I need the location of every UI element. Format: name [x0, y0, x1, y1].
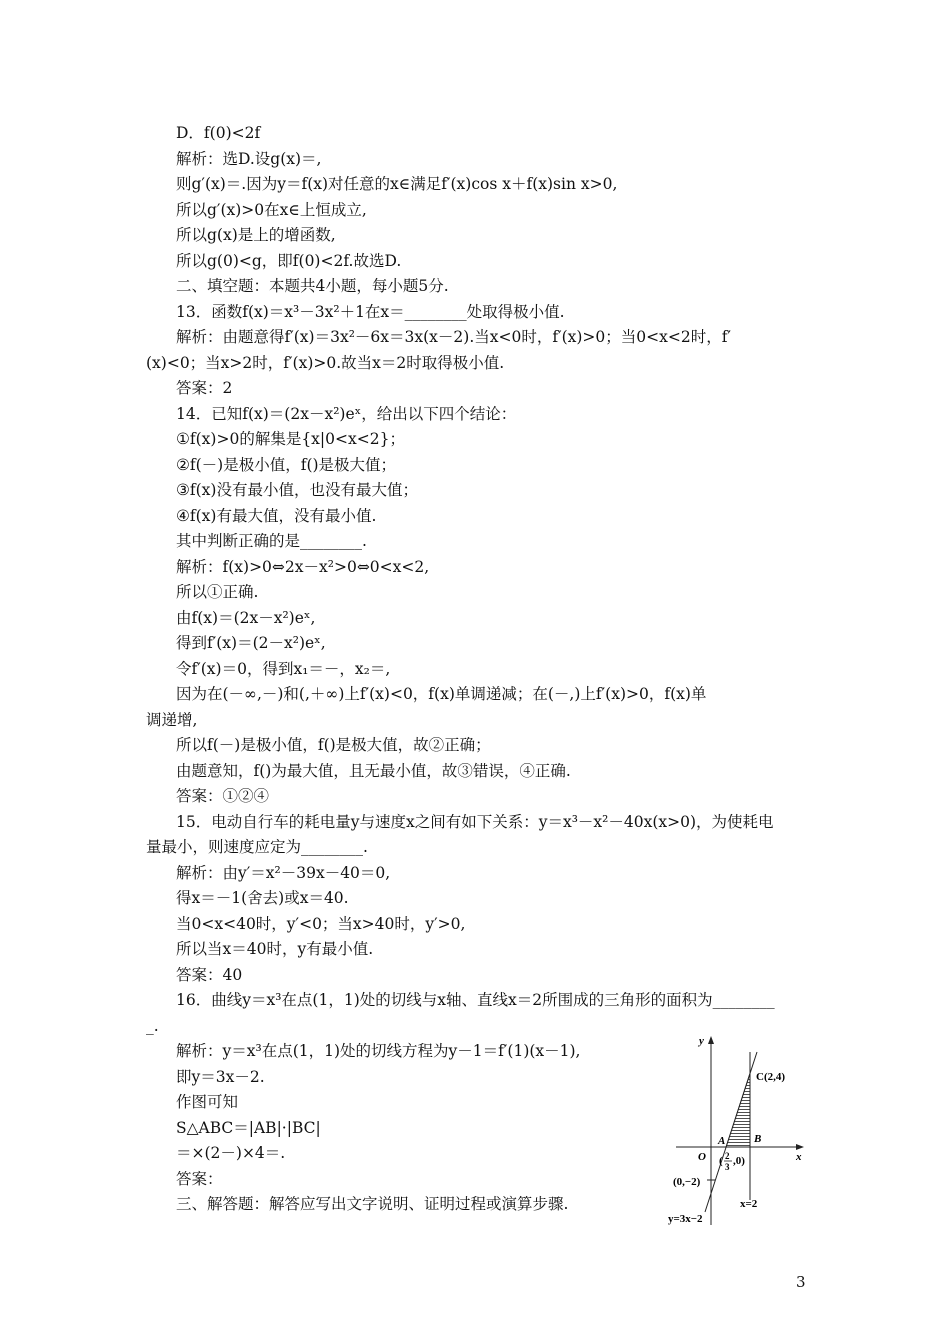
a-coord-close: ,0)	[733, 1155, 745, 1167]
a-coord-open: (	[719, 1155, 723, 1167]
answer-line: 答案：40	[176, 966, 243, 984]
text-line: 调递增,	[146, 711, 198, 729]
text-line: 所以g′(x)>0在x∈上恒成立,	[176, 201, 367, 219]
y-axis-label: y	[699, 1035, 704, 1047]
question-14: 14．已知f(x)＝(2x－x²)eˣ，给出以下四个结论：	[176, 405, 517, 423]
text-line: 解析：y＝x³在点(1，1)处的切线方程为y－1＝f′(1)(x－1),	[176, 1042, 581, 1060]
text-line: 由题意知，f()为最大值，且无最小值，故③错误，④正确.	[176, 762, 571, 780]
answer-line: 答案：	[176, 1170, 223, 1188]
a-coord-den: 3	[725, 1162, 730, 1172]
text-line: 解析：由y′＝x²－39x－40＝0,	[176, 864, 391, 882]
text-line: 量最小，则速度应定为________.	[146, 838, 368, 856]
text-line: (x)<0；当x>2时，f′(x)>0.故当x＝2时取得极小值.	[146, 354, 505, 372]
text-line: 解析：f(x)>0⇔2x－x²>0⇔0<x<2,	[176, 558, 430, 576]
y-axis-arrow-icon	[708, 1036, 714, 1044]
line-x2-label: x=2	[740, 1198, 758, 1210]
option-line: ①f(x)>0的解集是{x|0<x<2}；	[176, 430, 405, 448]
question-16: 16．曲线y＝x³在点(1，1)处的切线与x轴、直线x＝2所围成的三角形的面积为________	[176, 991, 775, 1009]
text-line: 所以g(0)<g，即f(0)<2f.故选D.	[176, 252, 402, 270]
text-line: 所以①正确.	[176, 583, 259, 601]
text-line: 得x＝－1(舍去)或x＝40.	[176, 889, 349, 907]
option-line: ④f(x)有最大值，没有最小值.	[176, 507, 377, 525]
intercept-label: (0,−2)	[673, 1176, 701, 1188]
section-heading: 二、填空题：本题共4小题，每小题5分.	[176, 277, 449, 295]
text-line: 解析：由题意得f′(x)＝3x²－6x＝3x(x－2).当x<0时，f′(x)>0；当0<x<2时，f′	[176, 328, 731, 346]
text-line: _.	[146, 1017, 159, 1035]
a-coord-num: 2	[725, 1151, 730, 1161]
text-line: 由f(x)＝(2x－x²)eˣ,	[176, 609, 316, 627]
text-line: 即y＝3x－2.	[176, 1068, 265, 1086]
text-line: 其中判断正确的是________.	[176, 532, 367, 550]
x-axis-label: x	[796, 1151, 802, 1163]
answer-line: 答案：2	[176, 379, 233, 397]
page-number: 3	[796, 1273, 806, 1291]
tangent-figure	[668, 1030, 818, 1240]
text-line: 得到f′(x)＝(2－x²)eˣ,	[176, 634, 326, 652]
text-line: 当0<x<40时，y′<0；当x>40时，y′>0,	[176, 915, 466, 933]
text-line: D．f(0)<2f	[176, 124, 261, 142]
text-line: 所以g(x)是上的增函数,	[176, 226, 336, 244]
tangent-equation-label: y=3x−2	[668, 1213, 703, 1225]
x-axis-arrow-icon	[796, 1144, 804, 1150]
text-line: 所以f(－)是极小值，f()是极大值，故②正确；	[176, 736, 491, 754]
text-line: 令f′(x)＝0，得到x₁＝－，x₂＝,	[176, 660, 391, 678]
answer-line: 答案：①②④	[176, 787, 270, 805]
text-line: 则g′(x)＝.因为y＝f(x)对任意的x∈满足f′(x)cos x＋f(x)sin x>0,	[176, 175, 618, 193]
point-a-label: A	[718, 1135, 726, 1147]
question-13: 13．函数f(x)＝x³－3x²＋1在x＝________处取得极小值.	[176, 303, 565, 321]
option-line: ③f(x)没有最小值，也没有最大值；	[176, 481, 418, 499]
text-line: 因为在(－∞,－)和(,＋∞)上f′(x)<0，f(x)单调递减；在(－,)上f′(x)>0，f(x)单	[176, 685, 707, 703]
point-b-label: B	[754, 1133, 762, 1145]
text-line: 作图可知	[176, 1093, 239, 1111]
text-line: 解析：选D.设g(x)＝,	[176, 150, 322, 168]
section-heading: 三、解答题：解答应写出文字说明、证明过程或演算步骤.	[176, 1195, 569, 1213]
text-line: 所以当x＝40时，y有最小值.	[176, 940, 374, 958]
origin-label: O	[698, 1151, 706, 1163]
option-line: ②f(－)是极小值，f()是极大值；	[176, 456, 397, 474]
question-15: 15．电动自行车的耗电量y与速度x之间有如下关系：y＝x³－x²－40x(x>0)，为使耗电	[176, 813, 774, 831]
text-line: ＝×(2－)×4＝.	[176, 1144, 286, 1162]
point-c-label: C(2,4)	[756, 1071, 786, 1083]
text-line: S△ABC＝|AB|·|BC|	[176, 1119, 321, 1137]
